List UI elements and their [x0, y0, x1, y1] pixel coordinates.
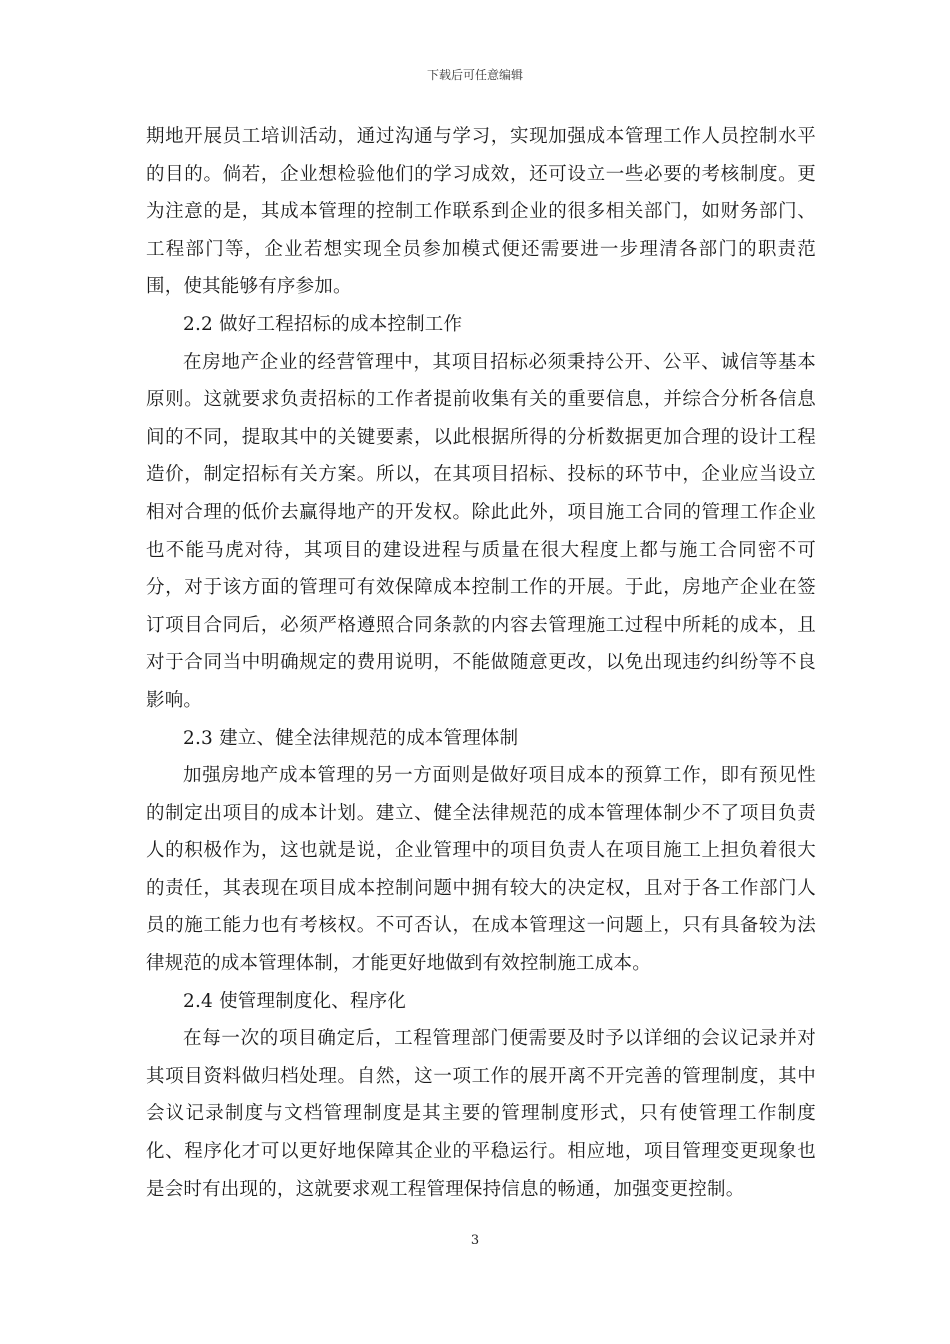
section-heading-2-2: 2.2 做好工程招标的成本控制工作 [183, 313, 463, 335]
page-number: 3 [470, 1233, 480, 1248]
paragraph-legal-system: 加强房地产成本管理的另一方面则是做好项目成本的预算工作，即有预见性的制定出项目的成本计划。建立、健全法律规范的成本管理体制少不了项目负责人的积极作为，这也就是说，企业管理中的项目负责人在项目施工上担负着很大的责任，其表现在项目成本控制问题中拥有较大的决定权，且对于各工作部门人员的施工能力也有考核权。不可否认，在成本管理这一问题上，只有具备较为法律规范的成本管理体制，才能更好地做到有效控制施工成本。 [146, 765, 816, 975]
paragraph-institutionalize: 在每一次的项目确定后，工程管理部门便需要及时予以详细的会议记录并对其项目资料做归档处理。自然，这一项工作的展开离不开完善的管理制度，其中会议记录制度与文档管理制度是其主要的管理制度形式，只有使管理工作制度化、程序化才可以更好地保障其企业的平稳运行。相应地，项目管理变更现象也是会时有出现的，这就要求观工程管理保持信息的畅通，加强变更控制。 [146, 1028, 816, 1200]
section-heading-2-4: 2.4 使管理制度化、程序化 [183, 990, 407, 1012]
paragraph-continued: 期地开展员工培训活动，通过沟通与学习，实现加强成本管理工作人员控制水平的目的。倘若，企业想检验他们的学习成效，还可设立一些必要的考核制度。更为注意的是，其成本管理的控制工作联系到企业的很多相关部门，如财务部门、工程部门等，企业若想实现全员参加模式便还需要进一步理清各部门的职责范围，使其能够有序参加。 [146, 126, 816, 298]
section-heading-2-3: 2.3 建立、健全法律规范的成本管理体制 [183, 727, 519, 749]
paragraph-bidding: 在房地产企业的经营管理中，其项目招标必须秉持公开、公平、诚信等基本原则。这就要求负责招标的工作者提前收集有关的重要信息，并综合分析各信息间的不同，提取其中的关键要素，以此根据所得的分析数据更加合理的设计工程造价，制定招标有关方案。所以，在其项目招标、投标的环节中，企业应当设立相对合理的低价去赢得地产的开发权。除此此外，项目施工合同的管理工作企业也不能马虎对待，其项目的建设进程与质量在很大程度上都与施工合同密不可分，对于该方面的管理可有效保障成本控制工作的开展。于此，房地产企业在签订项目合同后，必须严格遵照合同条款的内容去管理施工过程中所耗的成本，且对于合同当中明确规定的费用说明，不能做随意更改，以免出现违约纠纷等不良影响。 [146, 351, 816, 711]
document-body [146, 118, 816, 1208]
page-header: 下载后可任意编辑 [426, 68, 523, 82]
